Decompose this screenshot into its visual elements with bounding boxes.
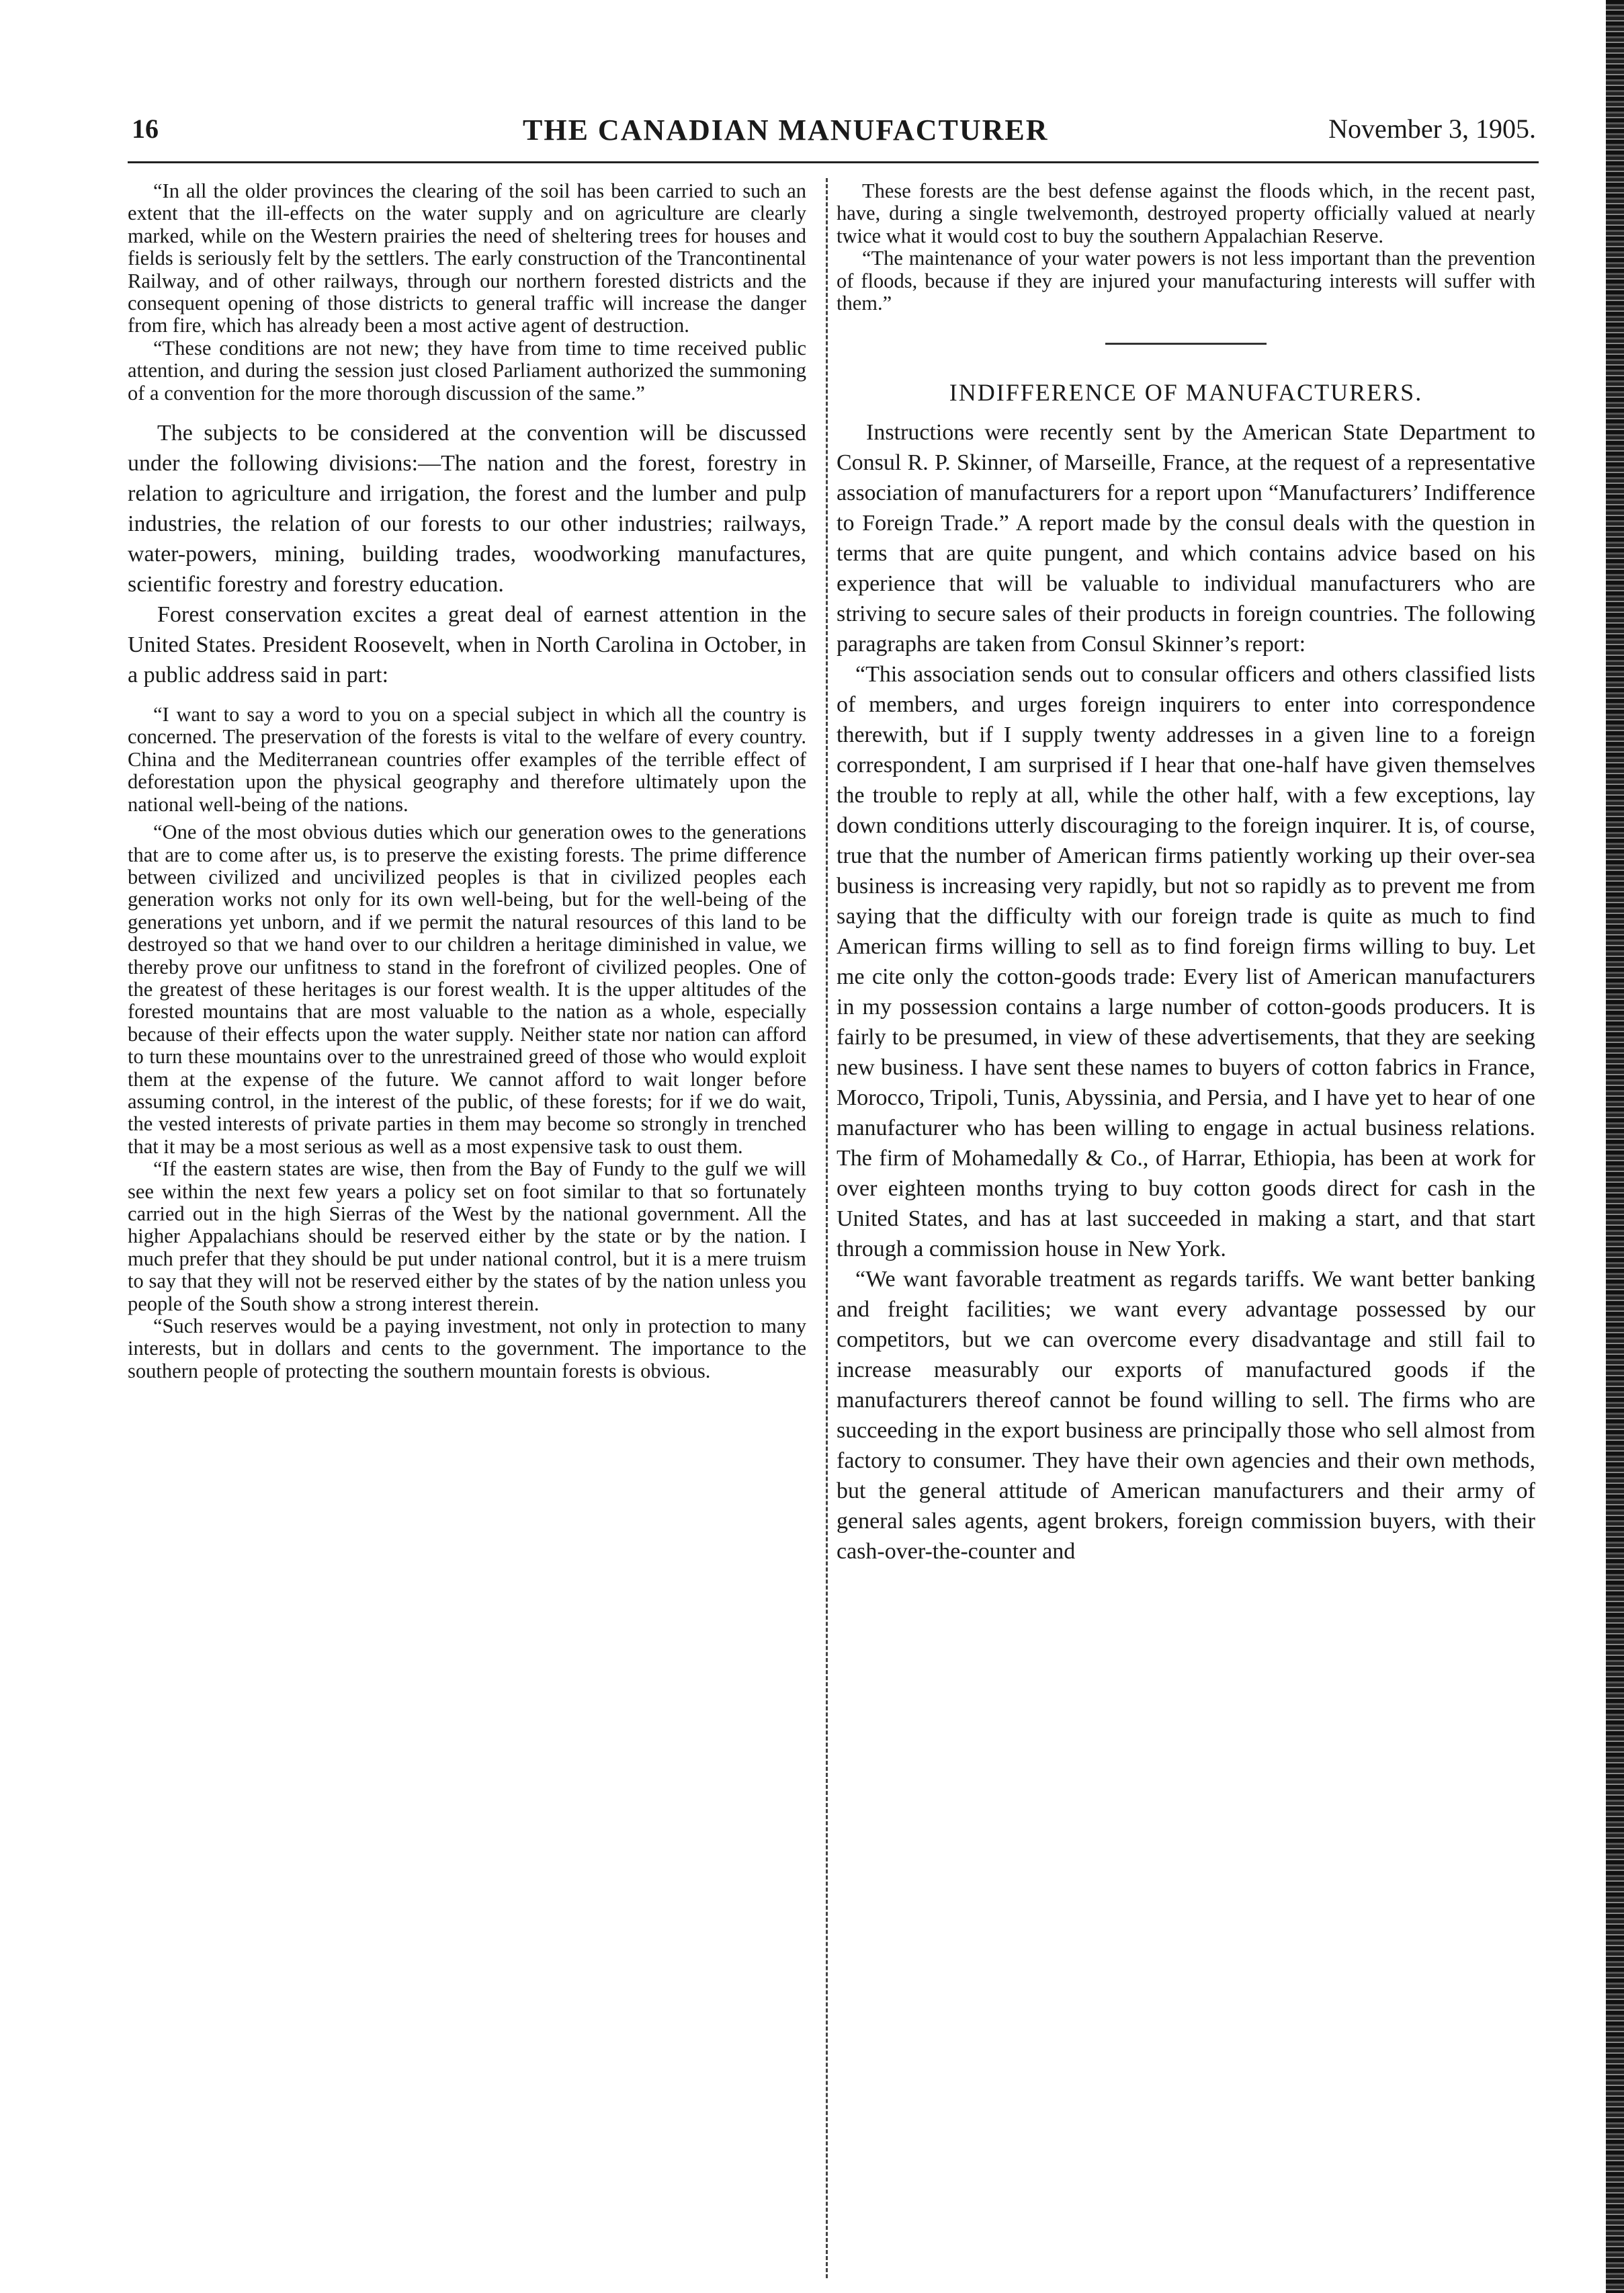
body-paragraph: “We want favorable treatment as regards tariffs. We want better banking and freight facilities; we want every advantage possessed by our competitors, but we can overcome every disadvantage and still fail to increase measurably our exports of manufactured goods if the manufacturers thereof cannot be found willing to sell. The firms who are succeeding in the export business are principally those who sell almost from factory to consumer. They have their own agencies and their own methods, but the general attitude of American manufacturers and their army of general sales agents, agent brokers, foreign commission buyers, with their cash-over-the-counter and — [837, 1267, 1535, 1565]
issue-date: November 3, 1905. — [1328, 114, 1536, 144]
quote-paragraph: “If the eastern states are wise, then from the Bay of Fundy to the gulf we will see within the next few years a policy set on foot similar to that so fortunately carried out in the high Sierras of the West by the national government. All the higher Appalachians should be reserved either by the state or by the nation. I much prefer that they should be put under national control, but it is a mere truism to say that they will not be reserved either by the states of by the nation unless you people of the South show a strong interest therein. — [128, 1157, 806, 1315]
column-divider — [826, 178, 828, 2278]
quote-paragraph: “Such reserves would be a paying investment, not only in protection to many interests, but in dollars and cents to the government. The importance to the southern people of protecting the southern mountain forests is obvious. — [128, 1315, 806, 1382]
left-column — [128, 180, 806, 1382]
right-column — [837, 180, 1535, 1567]
section-rule — [1105, 343, 1267, 345]
quote-paragraph: “In all the older provinces the clearing of the soil has been carried to such an extent that the ill-effects on the water supply and on agriculture are clearly marked, while on the Western prairies the need of sheltering trees for houses and fields is seriously felt by the settlers. The early construction of the Trancontinental Railway, and of other railways, through our northern forested districts and the consequent opening of those districts to general traffic will increase the danger from fire, which has already been a most active agent of destruction. — [128, 179, 806, 337]
page-number: 16 — [132, 114, 159, 144]
quote-paragraph: “One of the most obvious duties which our generation owes to the generations that are to come after us, is to preserve the existing forests. The prime difference between civilized and uncivilized peoples is that in civilized peoples each generation works not only for its own well-being, but for the well-being of the generations yet unborn, and if we permit the natural resources of this land to be destroyed so that we hand over to our children a heritage diminished in value, we thereby prove our unfitness to stand in the forefront of civilized peoples. One of the greatest of these heritages is our forest wealth. It is the upper altitudes of the forested mountains that are most valuable to the nation as a whole, especially because of their effects upon the water supply. Neither state nor nation can afford to turn these mountains over to the unrestrained greed of those who would exploit them at the expense of the future. We cannot afford to wait longer before assuming control, in the interest of the public, of these forests; for if we do wait, the vested interests of private parties in them may become so strongly in trenched that it may be a most serious as well as a most expensive task to oust them. — [128, 821, 806, 1158]
quote-paragraph: “These conditions are not new; they have from time to time received public attention, and during the session just closed Parliament authorized the summoning of a convention for the more thorough discussion of the same.” — [128, 336, 806, 405]
body-paragraph: The subjects to be considered at the convention will be discussed under the following divisions:—The nation and the forest, forestry in relation to agriculture and irrigation, the forest and the lumber and pulp industries, the relation of our forests to our other industries; railways, water-powers, mining, building trades, woodworking manufactures, scientific forestry and forestry education. — [128, 421, 806, 597]
quote-paragraph: “I want to say a word to you on a special subject in which all the country is concerned. The preservation of the forests is vital to the welfare of every country. China and the Mediterranean countries offer examples of the terrible effect of deforestation upon the physical geography and therefore ultimately upon the national well-being of the nations. — [128, 703, 806, 816]
scan-edge — [1606, 0, 1624, 2293]
body-paragraph: “This association sends out to consular officers and others classified lists of members, and urges foreign inquirers to enter into correspondence therewith, but if I supply twenty addresses in a given line to a foreign correspondent, I am surprised if I hear that one-half have given themselves the trouble to reply at all, while the other half, with a few exceptions, lay down conditions utterly discouraging to the foreign inquirer. It is, of course, true that the number of American firms patiently working up their over-sea business is increasing very rapidly, but not so rapidly as to prevent me from saying that the difficulty with our foreign trade is quite as much to find American firms willing to sell as to find foreign firms willing to buy. Let me cite only the cotton-goods trade: Every list of American manufacturers in my possession contains a large number of cotton-goods producers. It is fairly to be presumed, in view of these advertisements, that they are seeking new business. I have sent these names to buyers of cotton fabrics in France, Morocco, Tripoli, Tunis, Abyssinia, and Persia, and I have yet to hear of one manufacturer who has been willing to engage in actual business relations. The firm of Mohamedally & Co., of Harrar, Ethiopia, has been at work for over eighteen months trying to buy cotton goods direct for cash in the United States, and has at last succeeded in making a start, and that start through a commission house in New York. — [837, 662, 1535, 1262]
body-paragraph: Instructions were recently sent by the American State Department to Consul R. P. Skinner, of Marseille, France, at the request of a representative association of manufacturers for a report upon “Manufacturers’ Indifference to Foreign Trade.” A report made by the consul deals with the question in terms that are quite pungent, and which contains advice based on his experience that will be valuable to individual manufacturers who are striving to secure sales of their products in foreign countries. The following paragraphs are taken from Consul Skinner’s report: — [837, 420, 1535, 657]
header-rule — [128, 161, 1539, 163]
quote-paragraph: “The maintenance of your water powers is not less important than the prevention of floods, because if they are injured your manufacturing interests will suffer with them.” — [837, 247, 1535, 315]
masthead-title: THE CANADIAN MANUFACTURER — [523, 114, 1049, 147]
page-header — [132, 113, 1536, 153]
quote-paragraph: These forests are the best defense against the floods which, in the recent past, have, during a single twelvemonth, destroyed property officially valued at nearly twice what it would cost to buy the southern Appalachian Reserve. — [837, 179, 1535, 247]
body-paragraph: Forest conservation excites a great deal of earnest attention in the United States. President Roosevelt, when in North Carolina in October, in a public address said in part: — [128, 602, 806, 688]
section-heading: INDIFFERENCE OF MANUFACTURERS. — [949, 379, 1423, 407]
